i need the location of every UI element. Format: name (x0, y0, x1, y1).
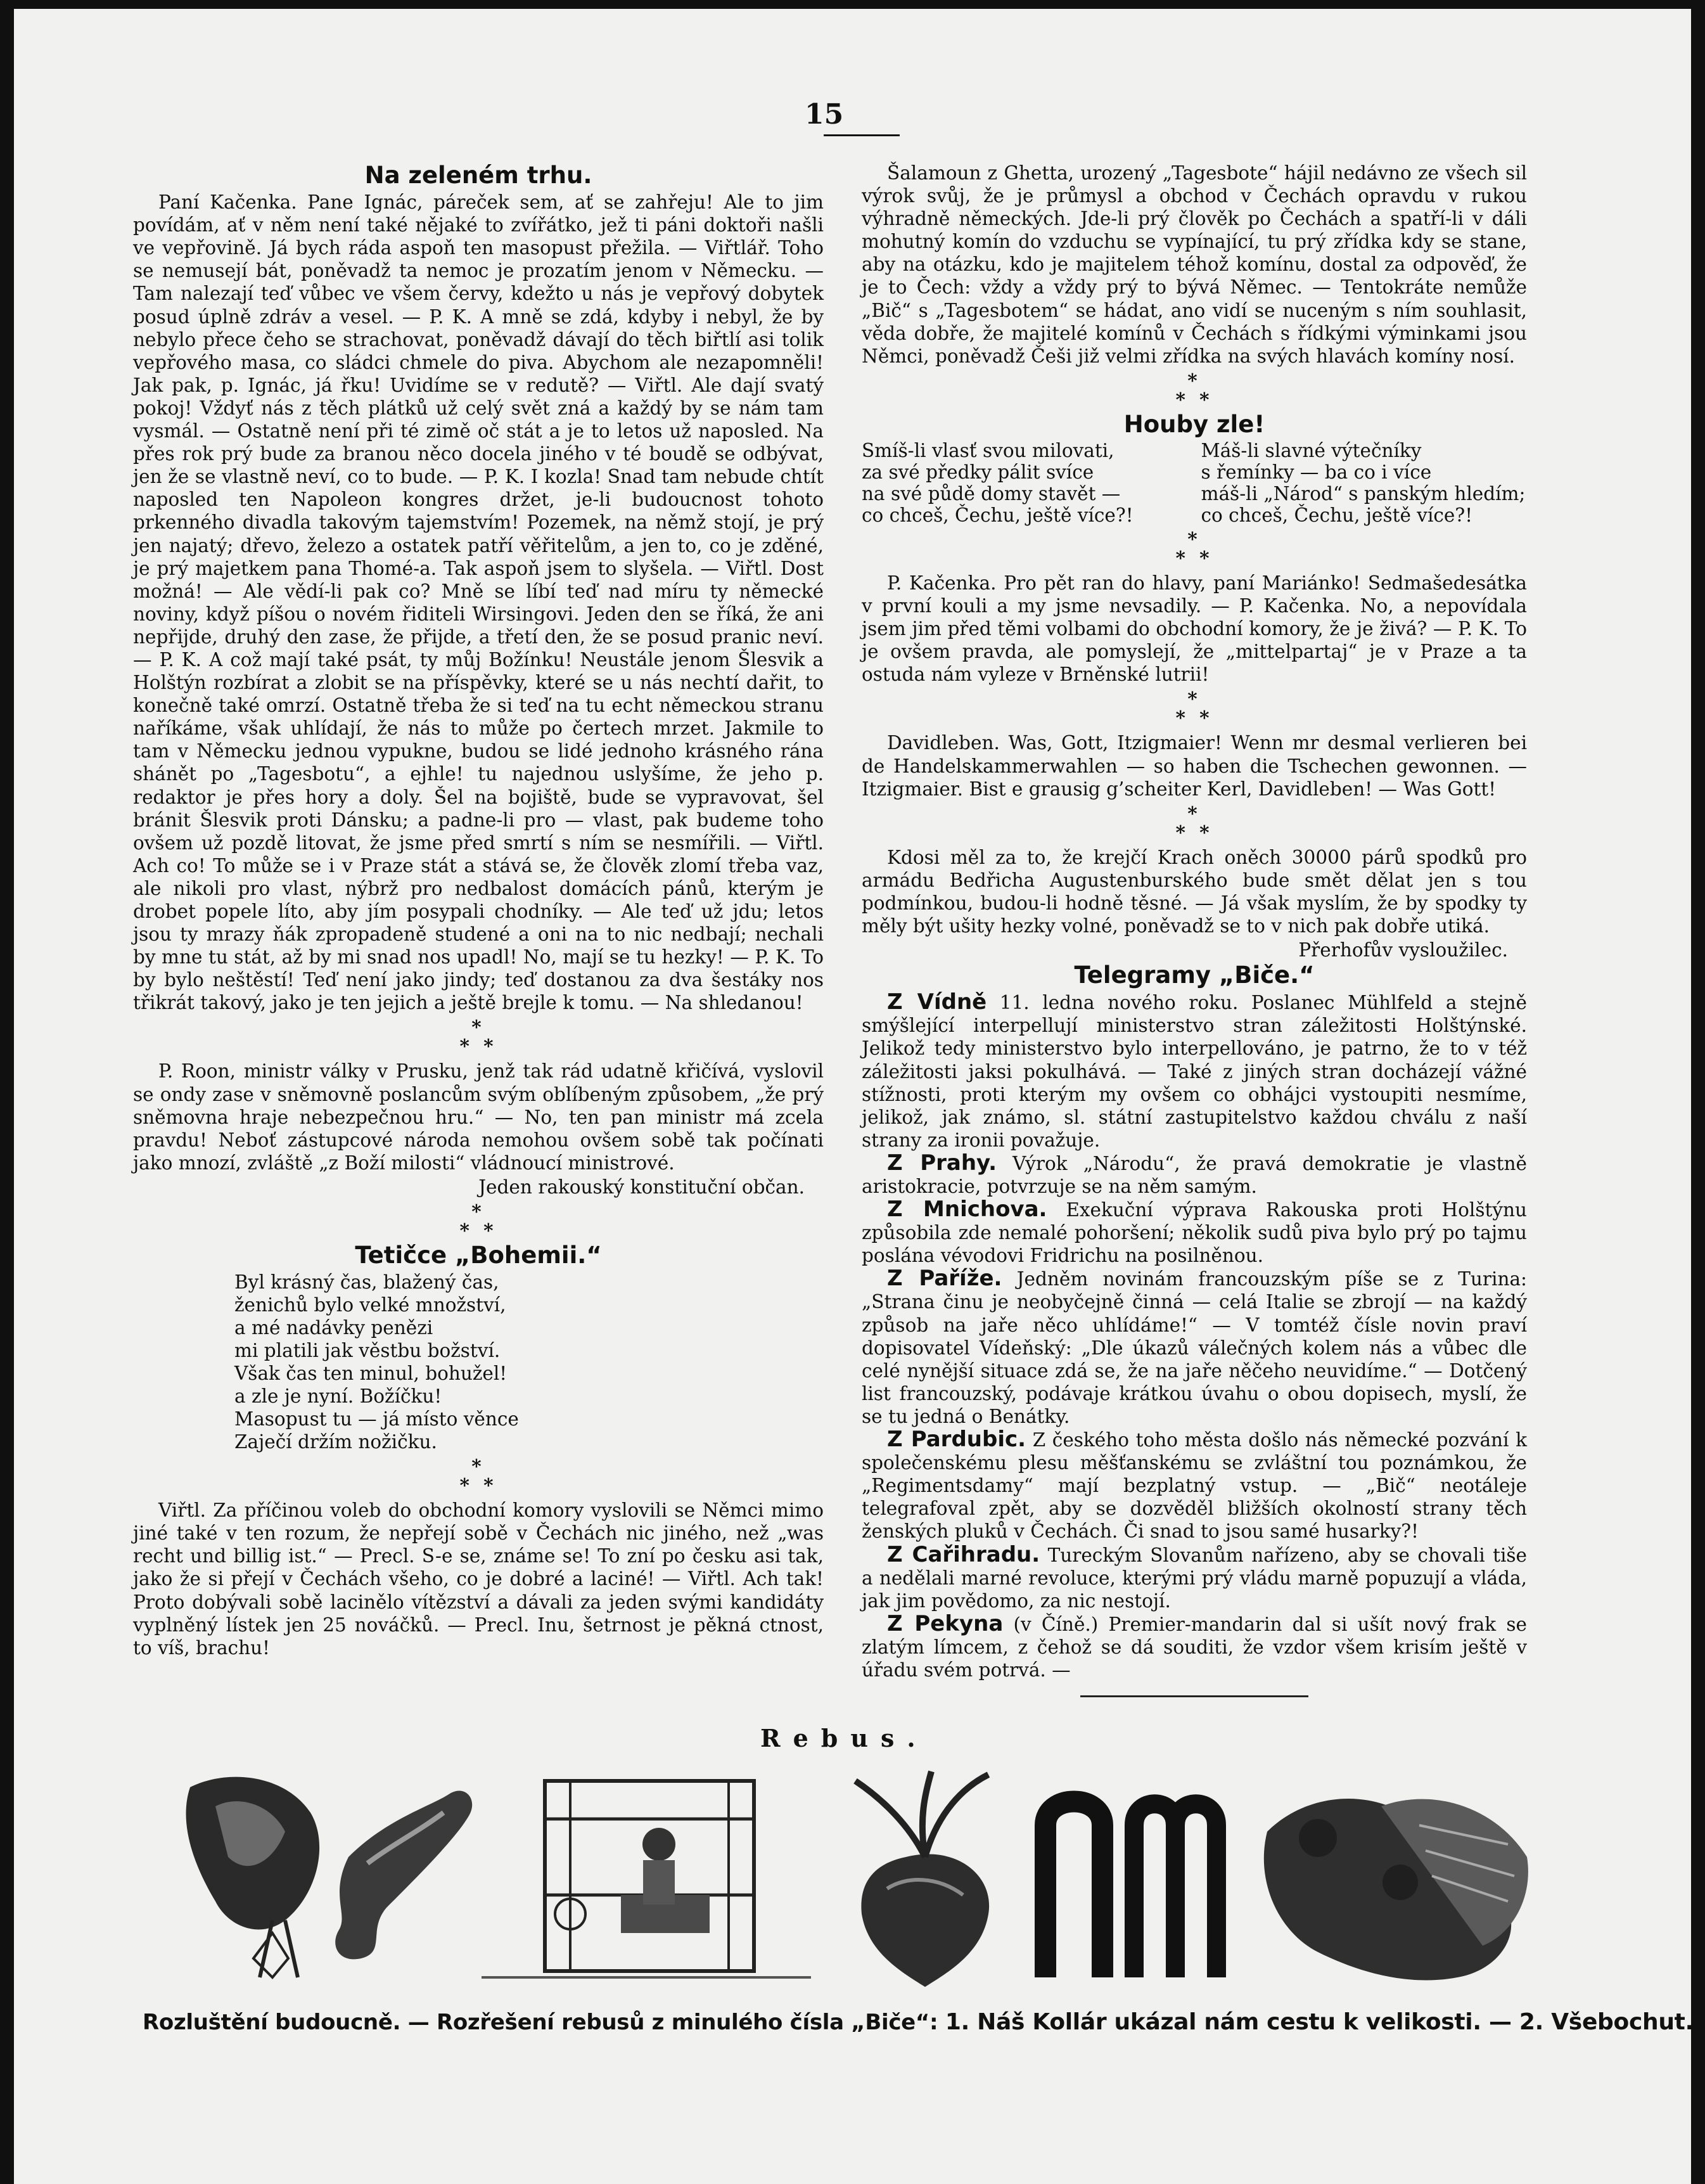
poem-houby-left (862, 440, 1188, 526)
rebus-caption-intro: Rozluštění budoucně. — Rozřešení rebusů z minulého čísla „Biče“: (143, 2010, 938, 2035)
left-column (133, 162, 824, 1659)
article-title-trh: Na zeleném trhu. (364, 162, 592, 189)
poem-line: Masopust tu — já místo věnce (234, 1408, 519, 1430)
scan-edge-top (0, 0, 1705, 9)
section-separator: * * * (459, 1455, 497, 1497)
rebus-title: Rebus. (760, 1724, 928, 1752)
section-separator: * * * (459, 1016, 497, 1058)
section-separator: * * * (1175, 527, 1213, 569)
telegram-text: 11. ledna nového roku. Poslanec Mühlfeld a stejně smýšlející interpellují ministerstvo stran záležitosti Holštýnské. Jelikož tedy ministerstvo bylo interpellováno, je patrno, že to v též záležitosti jaksi pokulhává. — Také z jiných stran docházejí vážné stížnosti, proti kterým my ovšem co obhájci vystoupiti nesmíme, jelikož, jak známo, sl. státní zastupitelstvo každou chválu z naší strany za ironii považuje. (862, 992, 1527, 1151)
poem-houby (862, 440, 1527, 526)
scan-edge-right (1691, 0, 1705, 2184)
rebus-illustration (177, 1768, 1540, 1996)
telegram-item (862, 1198, 1527, 1267)
section-separator: * * * (1175, 802, 1213, 844)
telegram-item (862, 1152, 1527, 1198)
telegram-text: Exekuční výprava Rakouska proti Holštýnu způsobila zde nemalé pohoršení; několik sudů piva bylo prý po tajmu poslána vévodovi Fridrichu na posilněnou. (862, 1199, 1527, 1267)
telegram-city: Z Mnichova. (887, 1197, 1047, 1223)
article-body-krach: Kdosi měl za to, že krejčí Krach oněch 30000 párů spodků pro armádu Bedřicha Augustenburského bude smět dělat jen s tou podmínkou, budou-li hodně těsné. — Já však myslím, že by spodky ty měly být ušity hezky volné, poněvadž se to v nich pak dobře utiká. (862, 846, 1527, 937)
article-body-trh: Paní Kačenka. Pane Ignác, páreček sem, ať se zahřeju! Ale to jim povídám, ať v něm není také nějaké to zvířátko, jež ti páni doktoři našli ve vepřovině. Já bych ráda aspoň ten masopust přežila. — Viřtlář. Toho se nemusejí bát, poněvadž ta nemoc je prozatím jenom v Německu. — Tam nalezají teď vůbec ve všem červy, kdežto u nás je vepřový dobytek posud úplně zdráv a vesel. — P. K. A mně se zdá, kdyby i nebyl, že by nebylo přece čeho se strachovat, poněvadž dávají do těch biřtlí asi tolik vepřového masa, co sládci chmele do piva. Abychom ale nezapomněli! Jak pak, p. Ignác, já řku! Uvidíme se v redutě? — Viřtl. Ale dají svatý pokoj! Vždyť nás z těch plátků už celý svět zná a každý by se nám tam vysmál. — Ostatně není při té zimě oč stát a je to letos už naposled. Na přes rok prý bude za branou něco docela jiného v té boudě se odbývat, jen že se vlastně neví, co to bude. — P. K. I kozla! Snad tam nebude chtít naposled ten Napoleon kongres držet, je-li budoucnost tohoto prkenného divadla takovým tajemstvím! Pozemek, na němž stojí, je prý jen najatý; dřevo, železo a ostatek patří věřitelům, a jen to, co je zděné, je prý majetkem pana Thomé-a. Tak aspoň jsem to slyšela. — Viřtl. Dost možná! — Ale vědí-li pak co? Mně se líbí teď nad míru ty německé noviny, když píšou o novém řiditeli Wirsingovi. Jeden den se říká, že ani nepřijde, druhý den zase, že přijde, a třetí den, že se posud pranic neví. — P. K. A což mají také psát, ty můj Božínku! Neustále jenom Šlesvik a Holštýn rozbírat a zlobit se na příspěvky, které se u nás nechtí dařit, to konečně také omrzí. Ostatně třeba že si teď na tu echt německou stranu naříkáme, však uhlídají, že nás to může po čertech mrzet. Jakmile to tam v Německu jednou vypukne, budou se lidé jednoho krásného rána shánět po „Tagesbotu“, a ejhle! tu najednou uslyšíme, že jeho p. redaktor je přes hory a doly. Šel na bojiště, bude se vypravovat, šel bránit Šlesvik proti Dánsku; a padne-li pro — vlast, pak budeme toho ovšem už pozdě litovat, že jsme před smrtí s ním se nesmířili. — Viřtl. Ach co! To může se i v Praze stát a stává se, že člověk zlomí třeba vaz, ale nikoli pro vlast, nýbrž pro nedbalost domácích pánů, kterým je drobet popele líto, aby jím posypali chodníky. — Ale teď už jdu; letos jsou ty mrazy ňák zpropadeně studené a oni na to nic nedbají; nechali by mne tu stát, až by mi snad nos upadl! No, mají se tu hezky! — P. K. To by bylo neštěstí! Teď není jako jindy; teď dostanou za dva šestáky nos třikrát takový, jako je ten jejich a ještě brejle k tomu. — Na shledanou! (133, 191, 824, 1014)
poem-line: Byl krásný čas, blažený čas, (234, 1271, 499, 1294)
article-signature-krach: Přerhofův vysloužilec. (1298, 939, 1508, 961)
page-number-rule (824, 134, 900, 136)
article-body-roon: P. Roon, ministr války v Prusku, jenž tak rád udatně křičívá, vyslovil se ondy zase v sněmovně poslancům svým oblíbeným způsobem, „že prý sněmovna hraje nebezpečnou hru.“ — No, ten pan ministr má zcela pravdu! Neboť zástupcové národa nemohou ovšem sobě tak počínati jako mnozí, zvláště „z Boží milosti“ vládnoucí ministrové. (133, 1060, 824, 1174)
rebus-letters-nm-image (1045, 1802, 1216, 1978)
poem-line: Však čas ten minul, bohužel! (234, 1363, 508, 1385)
poem-line: Máš-li slavné výtečníky (1201, 439, 1422, 461)
poem-line: a mé nadávky penězi (234, 1317, 433, 1339)
telegram-city: Z Pekyna (887, 1610, 1004, 1636)
telegram-item (862, 991, 1527, 1152)
rebus-caption (143, 2009, 1694, 2035)
section-separator: * * * (1175, 369, 1213, 411)
article-body-kacenka: P. Kačenka. Pro pět ran do hlavy, paní Mariánko! Sedmašedesátka v první kouli a my jsme nevsadily. — P. Kačenka. No, a nepovídala jsem jim před těmi volbami do obchodní komory, že je živá? — P. K. To je ovšem pravda, ale pomyslejí, že „mittelpartaj“ je v Praze a ta ostuda nám vyleze v Brněnské lutrii! (862, 572, 1527, 686)
rebus-caption-solution: 1. Náš Kollár ukázal nám cestu k velikosti. — 2. Všebochut. (945, 2009, 1694, 2035)
rebus-turnip-image (855, 1771, 989, 1987)
scan-edge-left (0, 0, 14, 2184)
telegram-item (862, 1267, 1527, 1428)
section-separator: * * * (459, 1200, 497, 1242)
page-number: 15 (805, 98, 844, 131)
poem-line: na své půdě domy stavět — (862, 482, 1121, 504)
telegram-text: Výrok „Národu“, že pravá demokratie je vlastně aristokracie, potvrzuje se na něm samým. (862, 1152, 1527, 1197)
poem-title-houby: Houby zle! (1123, 410, 1265, 438)
rebus-men-with-sack-image (1264, 1799, 1528, 1980)
poem-line: s řemínky — ba co i více (1201, 461, 1432, 483)
telegram-text: Jedněm novinám francouzským píše se z Turina: „Strana činu je neobyčejně činná — celá Italie se zbrojí — na každý způsob na jaře něco uhlídáme!“ — V tomtéž čísle novin praví dopisovatel Vídeňský: „Dle úkazů válečných kolem nás a vůbec dle celé nynější situace zdá se, že na jaře něčeho neuvidíme.“ — Dotčený list francouzský, podávaje krátkou úvahu o obou dopisech, myslí, že se tu jedná o Benátky. (862, 1268, 1527, 1427)
section-title-telegramy: Telegramy „Biče.“ (1074, 961, 1315, 989)
article-body-davidleben: Davidleben. Was, Gott, Itzigmaier! Wenn mr desmal verlieren bei de Handelskammerwahlen — so haben die Tschechen gewonnen. — Itzigmaier. Bist e grausig g’scheiter Kerl, Davidleben! — Was Gott! (862, 732, 1527, 800)
article-body-virtl: Viřtl. Za příčinou voleb do obchodní komory vyslovili se Němci mimo jiné také v ten rozum, že nepřejí sobě v Čechách nic jiného, než „was recht und billig ist.“ — Precl. S-e se, známe se! To zní po česku asi tak, jako že si přejí v Čechách všeho, co je dobré a laciné! — Viřtl. Ach tak! Proto dobývali sobě lacinělo vítězství a dávali za jeden svými kandidáty vyplněný lístek jen 25 nováčků. — Precl. Inu, šetrnost je pěkná ctnost, to víš, brachu! (133, 1500, 824, 1659)
section-separator: * * * (1175, 688, 1213, 729)
telegram-text: (v Číně.) Premier-mandarin dal si ušít nový frak se zlatým límcem, z čehož se dá souditi, že vzdor všem krisím ještě v úřadu svém potrvá. — (862, 1613, 1527, 1681)
poem-teticce (234, 1271, 824, 1453)
telegram-city: Z Cařihradu. (887, 1541, 1040, 1567)
end-rule (1080, 1695, 1308, 1697)
right-column (862, 162, 1527, 1697)
rebus-loom-weaver-image (482, 1781, 811, 1977)
poem-line: co chceš, Čechu, ještě více?! (1201, 504, 1473, 526)
telegram-city: Z Pardubic. (887, 1427, 1026, 1453)
rebus-dead-bird-image (186, 1777, 320, 1977)
article-signature-roon: Jeden rakouský konstituční občan. (478, 1176, 805, 1198)
poem-line: Smíš-li vlasť svou milovati, (862, 439, 1114, 461)
poem-line: máš-li „Národ“ s panským hledím; (1201, 482, 1526, 504)
telegram-city: Z Paříže. (887, 1266, 1002, 1292)
poem-houby-right (1201, 440, 1528, 526)
poem-line: ženichů bylo velké množství, (234, 1294, 506, 1316)
poem-line: za své předky pálit svíce (862, 461, 1094, 483)
poem-line: mi platili jak věstbu božství. (234, 1340, 501, 1362)
telegram-item (862, 1428, 1527, 1543)
poem-title-teticce: Tetičce „Bohemii.“ (355, 1242, 602, 1269)
poem-line: a zle je nyní. Božíčku! (234, 1385, 442, 1408)
rebus-bone-image (335, 1790, 472, 1959)
telegram-text: Tureckým Slovanům nařízeno, aby se chovali tiše a nedělali marné revoluce, kterými prý vládu marně popuzují a vláda, jak jim povědomo, za nic nestojí. (862, 1544, 1527, 1612)
poem-line: Zaječí držím nožičku. (234, 1431, 437, 1453)
telegram-city: Z Vídně (887, 989, 987, 1015)
telegram-item (862, 1612, 1527, 1681)
article-body-salamoun: Šalamoun z Ghetta, urozený „Tagesbote“ hájil nedávno ze všech sil výrok svůj, že je průmysl a obchod v Čechách opravdu v rukou výhradně německých. Jde-li prý člověk po Čechách a spatří-li v dáli mohutný komín do vzduchu se vypínající, tu prý zřídka kdy se stane, aby na otázku, kdo je majitelem téhož komínu, dostal za odpověď, že je to Čech: vždy a vždy prý to bývá Němec. — Tentokráte nemůže „Bič“ s „Tagesbotem“ se hádat, ano vidí se nuceným s ním souhlasit, věda dobře, že majitelé komínů v Čechách s řídkými výminkami jsou Němci, poněvadž Češi již velmi zřídka na svých hlavách komíny nosí. (862, 162, 1527, 367)
telegram-text: Z českého toho města došlo nás německé pozvání k společenskému plesu měšťanskému se zvláštní tou poznámkou, že „Regimentsdamy“ mají bezplatný vstup. — „Bič“ neotáleje telegrafoval zpět, aby se dozvěděl bližších okolností strany těch ženských pluků v Čechách. Či snad to jsou samé husarky?! (862, 1429, 1527, 1543)
poem-line: co chceš, Čechu, ještě více?! (862, 504, 1133, 526)
telegram-city: Z Prahy. (887, 1150, 997, 1176)
telegram-item (862, 1543, 1527, 1612)
